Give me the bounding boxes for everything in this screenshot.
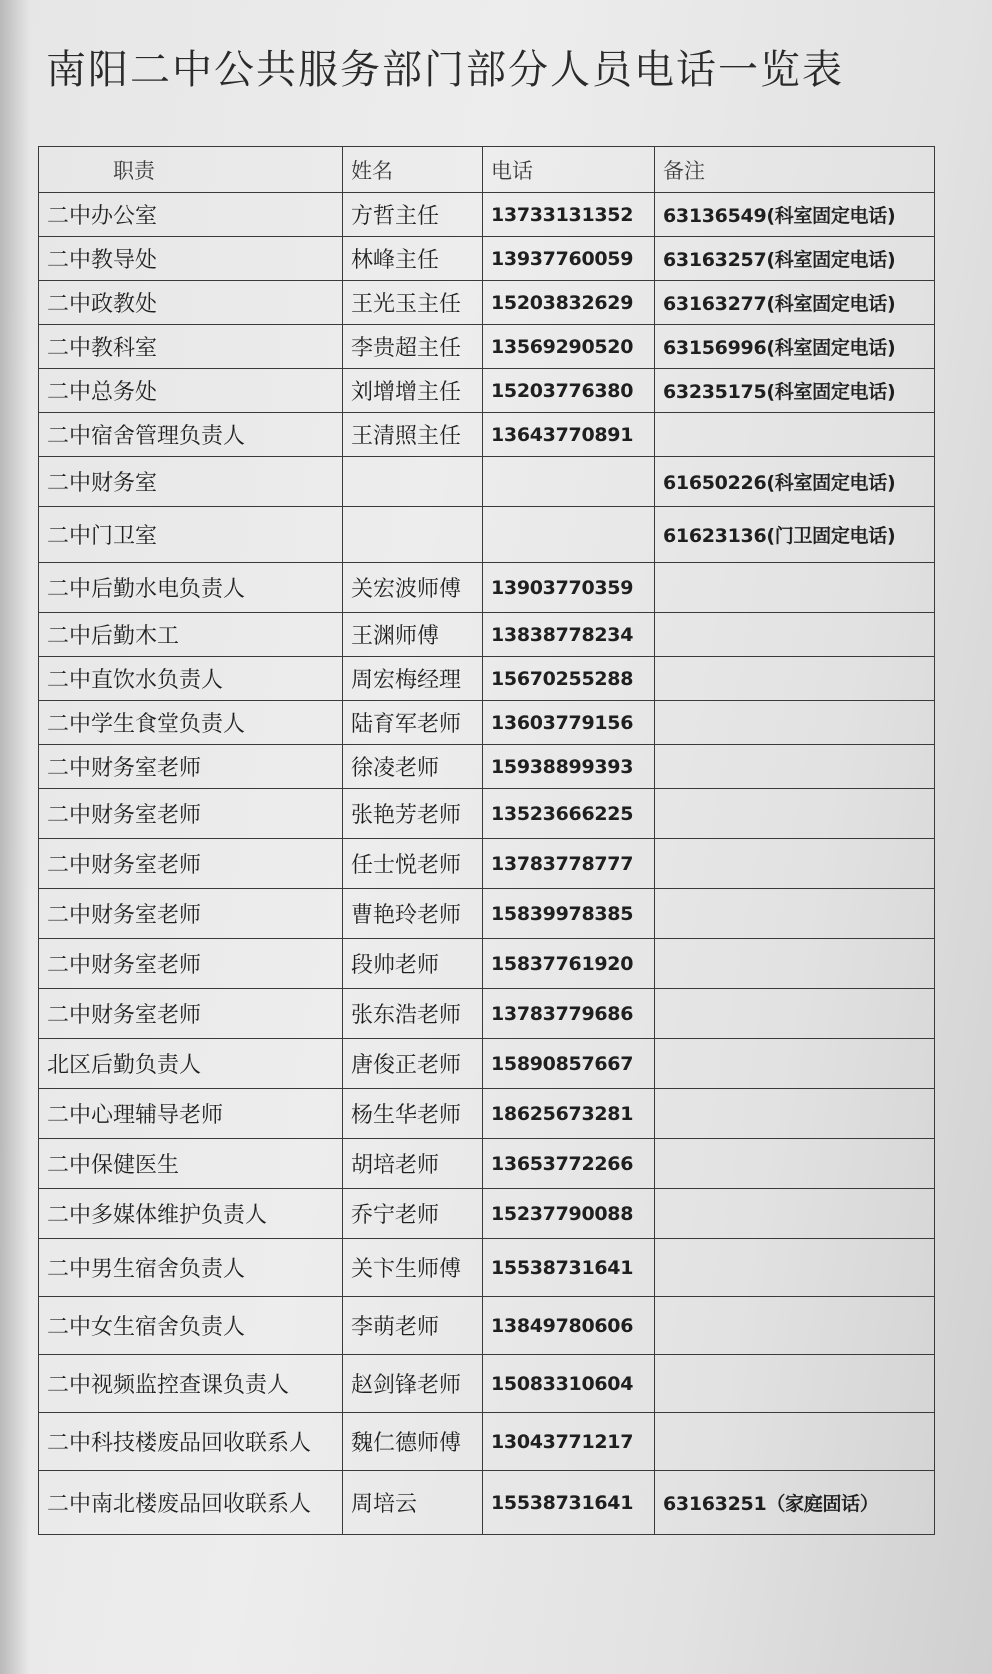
cell-phone: 15837761920 [483, 939, 655, 989]
table-row [39, 657, 935, 701]
cell-note [655, 701, 935, 745]
cell-note: 61650226(科室固定电话) [655, 457, 935, 507]
cell-duty: 二中财务室老师 [39, 889, 343, 939]
cell-name: 徐凌老师 [343, 745, 483, 789]
table-row [39, 745, 935, 789]
cell-note [655, 1239, 935, 1297]
cell-phone: 18625673281 [483, 1089, 655, 1139]
cell-name: 周宏梅经理 [343, 657, 483, 701]
cell-name: 张艳芳老师 [343, 789, 483, 839]
cell-phone [483, 507, 655, 563]
cell-duty: 二中财务室老师 [39, 745, 343, 789]
cell-duty: 二中财务室老师 [39, 839, 343, 889]
cell-note [655, 745, 935, 789]
table-row [39, 1239, 935, 1297]
cell-phone: 15890857667 [483, 1039, 655, 1089]
cell-duty: 二中学生食堂负责人 [39, 701, 343, 745]
cell-phone: 15938899393 [483, 745, 655, 789]
header-phone: 电话 [483, 147, 655, 193]
cell-note [655, 1297, 935, 1355]
table-row [39, 1039, 935, 1089]
cell-phone: 15839978385 [483, 889, 655, 939]
cell-phone: 15203832629 [483, 281, 655, 325]
table-row [39, 1297, 935, 1355]
cell-phone: 13903770359 [483, 563, 655, 613]
cell-phone: 15237790088 [483, 1189, 655, 1239]
cell-name: 林峰主任 [343, 237, 483, 281]
table-row [39, 237, 935, 281]
cell-note [655, 1413, 935, 1471]
cell-name: 胡培老师 [343, 1139, 483, 1189]
cell-duty: 二中教科室 [39, 325, 343, 369]
cell-name: 王光玉主任 [343, 281, 483, 325]
table-row [39, 281, 935, 325]
cell-duty: 二中财务室老师 [39, 989, 343, 1039]
table-row [39, 369, 935, 413]
table-row [39, 1355, 935, 1413]
cell-phone: 13569290520 [483, 325, 655, 369]
cell-note [655, 989, 935, 1039]
table-row [39, 325, 935, 369]
table-row [39, 789, 935, 839]
table-row [39, 1471, 935, 1535]
cell-phone: 13937760059 [483, 237, 655, 281]
table-row [39, 989, 935, 1039]
cell-name: 刘增增主任 [343, 369, 483, 413]
cell-duty: 二中门卫室 [39, 507, 343, 563]
cell-phone: 15670255288 [483, 657, 655, 701]
cell-name: 王渊师傅 [343, 613, 483, 657]
table-row [39, 701, 935, 745]
cell-duty: 北区后勤负责人 [39, 1039, 343, 1089]
cell-phone: 13783778777 [483, 839, 655, 889]
cell-note: 63235175(科室固定电话) [655, 369, 935, 413]
cell-phone: 13838778234 [483, 613, 655, 657]
cell-phone: 15538731641 [483, 1471, 655, 1535]
cell-duty: 二中女生宿舍负责人 [39, 1297, 343, 1355]
cell-note [655, 1039, 935, 1089]
cell-duty: 二中后勤木工 [39, 613, 343, 657]
cell-note [655, 889, 935, 939]
cell-phone: 13043771217 [483, 1413, 655, 1471]
table-row [39, 457, 935, 507]
cell-phone: 13783779686 [483, 989, 655, 1039]
table-row [39, 563, 935, 613]
cell-duty: 二中后勤水电负责人 [39, 563, 343, 613]
cell-name: 方哲主任 [343, 193, 483, 237]
cell-duty: 二中财务室老师 [39, 789, 343, 839]
table-row [39, 613, 935, 657]
cell-note [655, 413, 935, 457]
cell-name [343, 457, 483, 507]
cell-phone: 13523666225 [483, 789, 655, 839]
cell-note [655, 1139, 935, 1189]
cell-duty: 二中宿舍管理负责人 [39, 413, 343, 457]
cell-note: 63136549(科室固定电话) [655, 193, 935, 237]
header-name: 姓名 [343, 147, 483, 193]
cell-note [655, 1355, 935, 1413]
cell-duty: 二中视频监控查课负责人 [39, 1355, 343, 1413]
cell-duty: 二中办公室 [39, 193, 343, 237]
document-title: 南阳二中公共服务部门部分人员电话一览表 [46, 47, 844, 93]
cell-note [655, 1189, 935, 1239]
cell-name: 关宏波师傅 [343, 563, 483, 613]
cell-phone [483, 457, 655, 507]
table-row [39, 839, 935, 889]
cell-name: 唐俊正老师 [343, 1039, 483, 1089]
cell-duty: 二中保健医生 [39, 1139, 343, 1189]
cell-phone: 13733131352 [483, 193, 655, 237]
cell-duty: 二中科技楼废品回收联系人 [39, 1413, 343, 1471]
cell-phone: 13849780606 [483, 1297, 655, 1355]
cell-name: 乔宁老师 [343, 1189, 483, 1239]
cell-note: 63156996(科室固定电话) [655, 325, 935, 369]
cell-phone: 15538731641 [483, 1239, 655, 1297]
phone-directory-table [38, 146, 935, 1535]
table-row [39, 413, 935, 457]
cell-note [655, 1089, 935, 1139]
table-row [39, 507, 935, 563]
cell-note [655, 563, 935, 613]
cell-note: 61623136(门卫固定电话) [655, 507, 935, 563]
cell-note: 63163251（家庭固话） [655, 1471, 935, 1535]
cell-duty: 二中多媒体维护负责人 [39, 1189, 343, 1239]
table-row [39, 1189, 935, 1239]
cell-duty: 二中教导处 [39, 237, 343, 281]
cell-name: 周培云 [343, 1471, 483, 1535]
cell-phone: 13643770891 [483, 413, 655, 457]
cell-name: 李贵超主任 [343, 325, 483, 369]
table-header-row [39, 147, 935, 193]
table-row [39, 1139, 935, 1189]
page-edge-shadow [0, 0, 30, 1674]
cell-duty: 二中政教处 [39, 281, 343, 325]
cell-name: 陆育军老师 [343, 701, 483, 745]
cell-note [655, 789, 935, 839]
cell-note: 63163257(科室固定电话) [655, 237, 935, 281]
cell-phone: 13653772266 [483, 1139, 655, 1189]
table-row [39, 1413, 935, 1471]
cell-note [655, 613, 935, 657]
cell-name: 李萌老师 [343, 1297, 483, 1355]
table-row [39, 889, 935, 939]
cell-name: 魏仁德师傅 [343, 1413, 483, 1471]
cell-name: 杨生华老师 [343, 1089, 483, 1139]
cell-note [655, 657, 935, 701]
header-note: 备注 [655, 147, 935, 193]
cell-name: 段帅老师 [343, 939, 483, 989]
cell-name: 赵剑锋老师 [343, 1355, 483, 1413]
cell-phone: 15203776380 [483, 369, 655, 413]
cell-duty: 二中总务处 [39, 369, 343, 413]
header-duty: 职责 [39, 147, 343, 193]
cell-note [655, 939, 935, 989]
cell-duty: 二中财务室 [39, 457, 343, 507]
cell-name [343, 507, 483, 563]
cell-duty: 二中男生宿舍负责人 [39, 1239, 343, 1297]
cell-name: 任士悦老师 [343, 839, 483, 889]
table-row [39, 193, 935, 237]
table-row [39, 939, 935, 989]
cell-phone: 13603779156 [483, 701, 655, 745]
cell-name: 关卞生师傅 [343, 1239, 483, 1297]
cell-name: 王清照主任 [343, 413, 483, 457]
cell-note: 63163277(科室固定电话) [655, 281, 935, 325]
cell-duty: 二中直饮水负责人 [39, 657, 343, 701]
cell-duty: 二中心理辅导老师 [39, 1089, 343, 1139]
cell-duty: 二中财务室老师 [39, 939, 343, 989]
cell-duty: 二中南北楼废品回收联系人 [39, 1471, 343, 1535]
cell-phone: 15083310604 [483, 1355, 655, 1413]
cell-name: 曹艳玲老师 [343, 889, 483, 939]
cell-name: 张东浩老师 [343, 989, 483, 1039]
cell-note [655, 839, 935, 889]
table-row [39, 1089, 935, 1139]
